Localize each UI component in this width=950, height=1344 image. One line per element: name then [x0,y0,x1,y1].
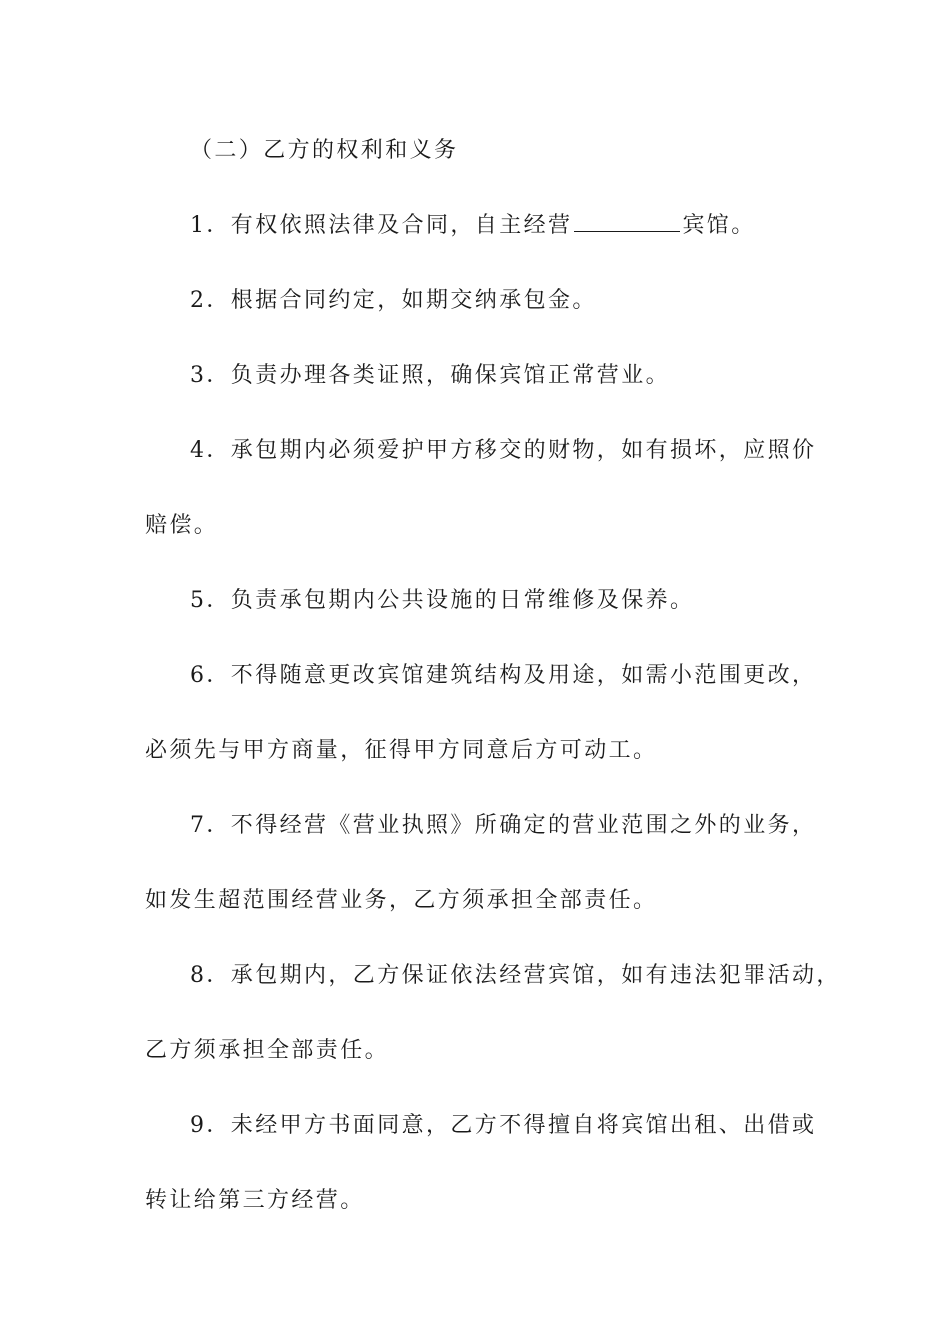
fill-in-blank-hotel-name [574,211,680,232]
clause-9-line-2: 转让给第三方经营。 [145,1188,365,1213]
clause-7-line-2: 如发生超范围经营业务，乙方须承担全部责任。 [145,888,658,913]
clause-4-line-1: 4．承包期内必须爱护甲方移交的财物，如有损坏，应照价 [190,438,817,463]
clause-7-line-1: 7．不得经营《营业执照》所确定的营业范围之外的业务， [190,813,817,838]
clause-6-line-2: 必须先与甲方商量，征得甲方同意后方可动工。 [145,738,658,763]
section-heading: （二）乙方的权利和义务 [190,138,459,163]
clause-1-text-after: 宾馆。 [682,213,756,238]
clause-4-line-2: 赔偿。 [145,513,219,538]
clause-1 [190,211,830,241]
clause-1-text-before: 1．有权依照法律及合同，自主经营 [190,213,573,238]
clause-8-line-1: 8．承包期内，乙方保证依法经营宾馆，如有违法犯罪活动， [190,963,841,988]
clause-6-line-1: 6．不得随意更改宾馆建筑结构及用途，如需小范围更改， [190,663,817,688]
clause-3: 3．负责办理各类证照，确保宾馆正常营业。 [190,363,670,388]
clause-9-line-1: 9．未经甲方书面同意，乙方不得擅自将宾馆出租、出借或 [190,1113,817,1138]
clause-8-line-2: 乙方须承担全部责任。 [145,1038,390,1063]
clause-5: 5．负责承包期内公共设施的日常维修及保养。 [190,588,695,613]
clause-2: 2．根据合同约定，如期交纳承包金。 [190,288,597,313]
